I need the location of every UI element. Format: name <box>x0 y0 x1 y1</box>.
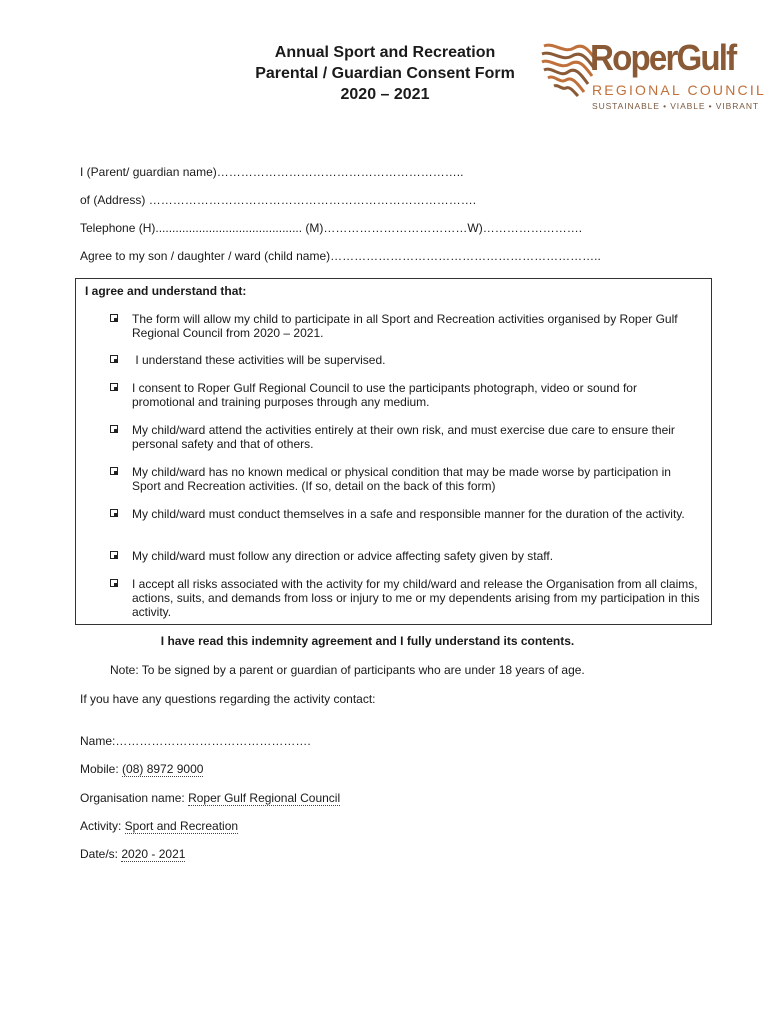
contact-mobile <box>80 762 203 776</box>
parent-name-field[interactable]: I (Parent/ guardian name)…………………………………………………….. <box>80 165 464 179</box>
checkbox-icon[interactable] <box>110 579 118 587</box>
agreement-item-text: I understand these activities will be supervised. <box>132 353 386 367</box>
logo-name: RoperGulf <box>590 37 736 78</box>
roper-gulf-logo <box>540 37 766 116</box>
contact-activity <box>80 819 238 833</box>
contact-intro: If you have any questions regarding the activity contact: <box>80 692 376 706</box>
agreement-item-text: My child/ward must conduct themselves in a safe and responsible manner for the duration of the activity. <box>132 507 685 521</box>
form-title <box>200 42 570 105</box>
checkbox-icon[interactable] <box>110 355 118 363</box>
contact-name-field[interactable]: Name:…………………………………………. <box>80 734 311 748</box>
logo-subtitle: REGIONAL COUNCIL <box>592 82 766 98</box>
contact-dates <box>80 847 185 861</box>
indemnity-statement: I have read this indemnity agreement and I fully understand its contents. <box>160 634 575 648</box>
child-name-field[interactable]: Agree to my son / daughter / ward (child name)………………………………………………………….. <box>80 249 601 263</box>
organisation-label: Organisation name: <box>80 791 189 805</box>
agreement-box <box>75 278 712 625</box>
mobile-label: Mobile: <box>80 762 123 776</box>
checkbox-icon[interactable] <box>110 314 118 322</box>
agreement-item-text: My child/ward attend the activities entirely at their own risk, and must exercise due care to ensure their personal safety and that of others. <box>132 423 675 451</box>
agreement-item-text: I accept all risks associated with the activity for my child/ward and release the Organisation from all claims, actions, suits, and demands from loss or injury to me or my dependents arising from my participation in this activity. <box>132 577 700 619</box>
contact-organisation <box>80 791 340 805</box>
dates-value[interactable]: 2020 - 2021 <box>121 847 186 861</box>
agreement-item-text: The form will allow my child to participate in all Sport and Recreation activities organised by Roper Gulf Regional Council from 2020 – 2021. <box>132 312 678 340</box>
agreement-heading: I agree and understand that: <box>85 284 247 298</box>
dates-label: Date/s: <box>80 847 122 861</box>
checkbox-icon[interactable] <box>110 425 118 433</box>
checkbox-icon[interactable] <box>110 467 118 475</box>
logo-tagline: SUSTAINABLE • VIABLE • VIBRANT <box>592 101 759 111</box>
title-line-2: Parental / Guardian Consent Form <box>255 65 515 82</box>
activity-value[interactable]: Sport and Recreation <box>124 819 239 833</box>
agreement-item-text: I consent to Roper Gulf Regional Council to use the participants photograph, video or sound for promotional and training purposes through any medium. <box>132 381 637 409</box>
checkbox-icon[interactable] <box>110 551 118 559</box>
telephone-field[interactable]: Telephone (H)............................................ (M)………………………………W)……………………. <box>80 221 583 235</box>
agreement-item-text: My child/ward has no known medical or physical condition that may be made worse by participation in Sport and Recreation activities. (If so, detail on the back of this form) <box>132 465 671 493</box>
checkbox-icon[interactable] <box>110 383 118 391</box>
signature-note: Note: To be signed by a parent or guardian of participants who are under 18 years of age. <box>110 663 585 677</box>
organisation-value[interactable]: Roper Gulf Regional Council <box>188 791 341 805</box>
address-field[interactable]: of (Address) ………………………………………………………………………. <box>80 193 477 207</box>
title-line-1: Annual Sport and Recreation <box>274 44 496 61</box>
activity-label: Activity: <box>80 819 125 833</box>
agreement-item-text: My child/ward must follow any direction or advice affecting safety given by staff. <box>132 549 554 563</box>
title-line-3: 2020 – 2021 <box>340 86 430 103</box>
mobile-value[interactable]: (08) 8972 9000 <box>122 762 204 776</box>
checkbox-icon[interactable] <box>110 509 118 517</box>
